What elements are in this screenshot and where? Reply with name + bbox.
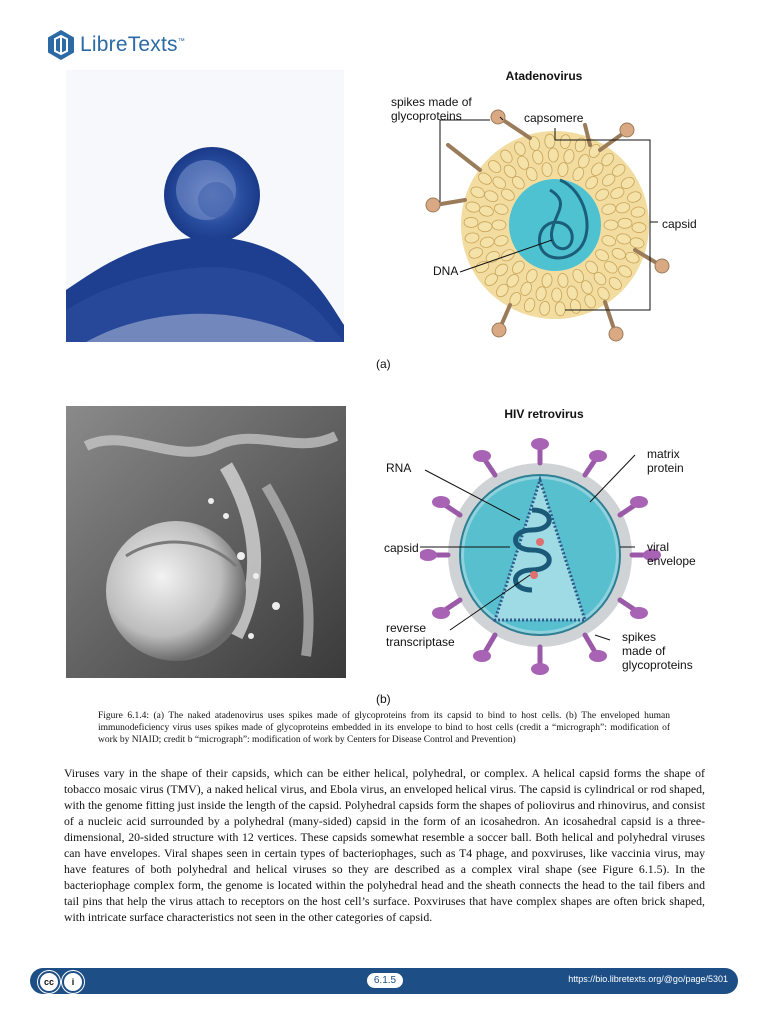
figure-a-title: Atadenovirus xyxy=(505,69,583,83)
rt-dot-2 xyxy=(530,571,538,579)
page-number: 6.1.5 xyxy=(367,973,403,988)
capsomere-bead xyxy=(464,217,478,227)
libretexts-logo[interactable] xyxy=(46,28,185,62)
atadenovirus-diagram xyxy=(380,90,710,360)
label-capsid-a: capsid xyxy=(662,217,697,231)
page-url-link[interactable]: https://bio.libretexts.org/@go/page/5301 xyxy=(568,974,728,984)
label-envelope: viral envelope xyxy=(647,540,696,568)
capsomere-bead xyxy=(604,220,618,230)
cc-icon: cc xyxy=(38,971,60,993)
figure-b-title: HIV retrovirus xyxy=(504,407,584,421)
capsomere-bead xyxy=(618,218,632,228)
label-capsomere: capsomere xyxy=(524,111,584,125)
capsomere-bead xyxy=(552,288,562,302)
figure-a-sublabel: (a) xyxy=(376,357,391,371)
label-spikes-b: spikes made of glycoproteins xyxy=(622,630,693,672)
capsomere-bead xyxy=(632,222,646,232)
hiv-micrograph xyxy=(66,406,346,678)
label-rt: reverse transcriptase xyxy=(386,621,455,649)
rt-dot-1 xyxy=(536,538,544,546)
capsomere-bead xyxy=(548,148,558,162)
label-dna: DNA xyxy=(433,264,459,278)
attribution-icon: i xyxy=(62,971,84,993)
label-capsid-b: capsid xyxy=(384,541,419,555)
brand-name: LibreTexts™ xyxy=(80,33,185,56)
capsomere-bead xyxy=(478,222,492,232)
label-matrix: matrix protein xyxy=(647,447,684,475)
adenovirus-micrograph xyxy=(66,70,344,342)
body-paragraph: Viruses vary in the shape of their capsids, which can be either helical, polyhedral, or complex. A helical capsid forms the shape of tobacco mosaic virus (TMV), a naked helical virus, and Ebola virus, an enveloped helical virus. The capsid is cylindrical or rod shaped, with the genome fitting just inside the length of the capsid. Polyhedral capsids form the shapes of poliovirus and rhinovirus, and consist of a nucleic acid surrounded by a polyhedral (many-sided) capsid in the form of an icosahedron. An icosahedral capsid is a three-dimensional, 20-sided structure with 12 vertices. These capsids somewhat resemble a soccer ball. Both helical and polyhedral viruses can have envelopes. Viral shapes seen in certain types of bacteriophages, such as T4 phage, and poxviruses, like vaccinia virus, may have features of both polyhedral and helical viruses so they are described as a complex viral shape (see Figure 6.1.5). In the bacteriophage complex form, the genome is located within the polyhedral head and the sheath connects the head to the tail fibers and tail pins that help the virus attach to receptors on the host cell’s surface. Poxviruses that have complex shapes are often brick shaped, with intricate surface characteristics not seen in the other categories of capsid. xyxy=(64,766,705,924)
label-rna: RNA xyxy=(386,461,412,475)
figure-caption: Figure 6.1.4: (a) The naked atadenovirus uses spikes made of glycoproteins from its capsid to bind to host cells. (b) The enveloped human immunodeficiency virus uses spikes made of glycoproteins embedded in its envelope to bind to host cells (credit a “micrograph”: modification of work by NIAID; credit b “micrograph”: modification of work by Centers for Disease Control and Prevention) xyxy=(98,711,670,745)
cc-license-badge[interactable] xyxy=(38,971,86,993)
libretexts-hex-icon xyxy=(46,29,76,61)
figure-b-sublabel: (b) xyxy=(376,692,391,706)
label-spikes-a: spikes made of glycoproteins xyxy=(391,95,472,123)
capsomere-bead xyxy=(492,220,506,230)
page-footer xyxy=(30,968,738,994)
